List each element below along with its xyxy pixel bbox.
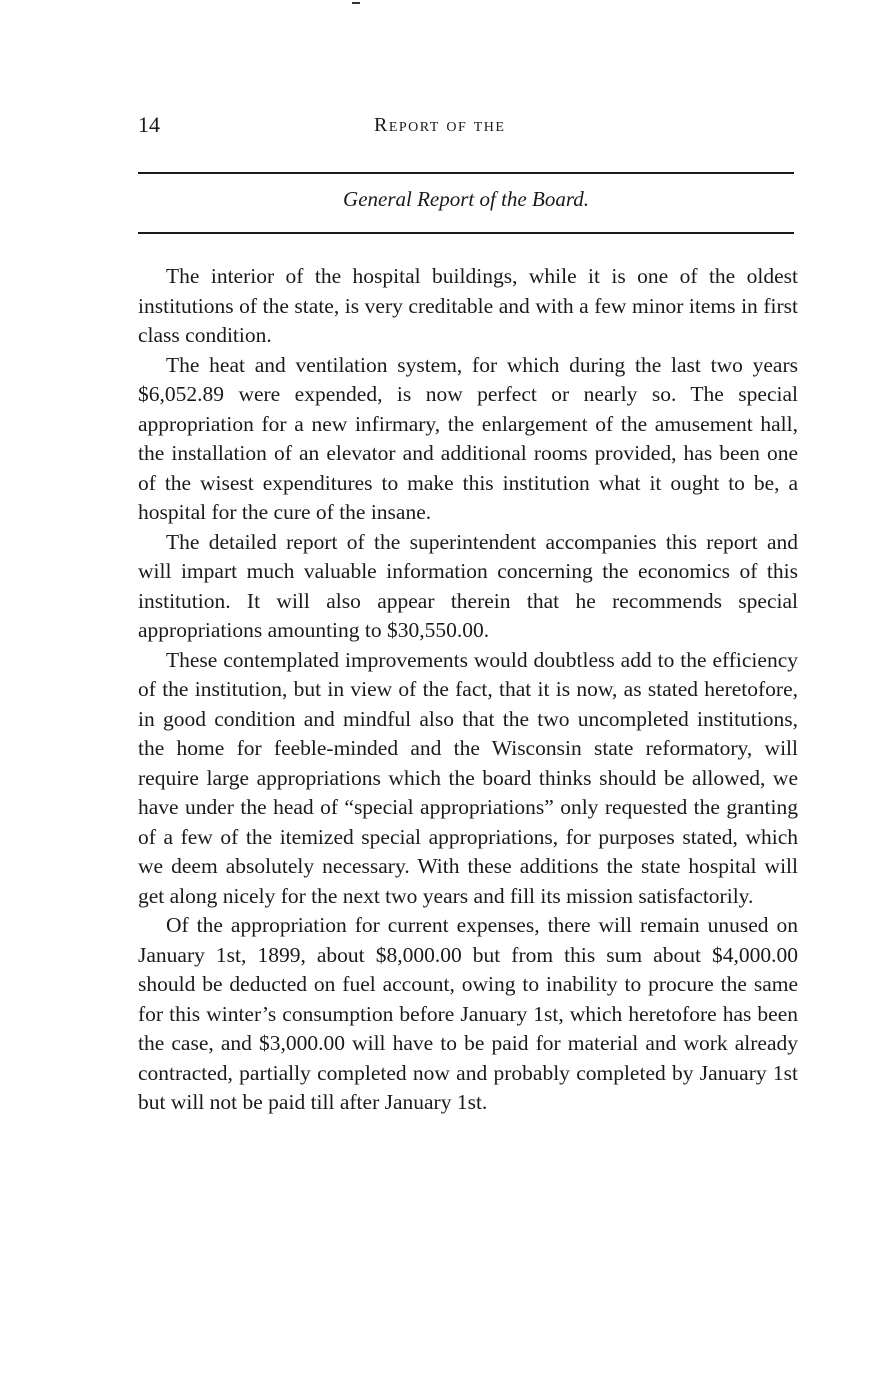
section-title: General Report of the Board. xyxy=(343,187,589,211)
header-rule-top xyxy=(138,172,794,174)
page-number: 14 xyxy=(138,112,160,137)
page-header xyxy=(138,110,798,144)
body-text xyxy=(138,262,798,1118)
paragraph-3: The detailed report of the superintendent accompanies this report and will impart much valuable information concerning the economics of this institution. It will also appear therein that he recommends special appropriations amounting to $30,550.00. xyxy=(138,529,798,642)
print-mark xyxy=(352,2,360,4)
running-title: Report of the xyxy=(374,114,506,136)
paragraph-4: These contemplated improvements would doubtless add to the efficiency of the institution, but in view of the fact, that it is now, as stated heretofore, in good condition and mindful also that the two uncompleted institutions, the home for feeble-minded and the Wisconsin state reformatory, will require large appropriations which the board thinks should be allowed, we have under the head of “special appropriations” only requested the granting of a few of the itemized special appropriations, for purposes stated, which we deem absolutely necessary. With these additions the state hospital will get along nicely for the next two years and fill its mission satisfactorily. xyxy=(138,647,798,908)
paragraph-2: The heat and ventilation system, for which during the last two years $6,052.89 were expended, is now perfect or nearly so. The special appropriation for a new infirmary, the enlargement of the amusement hall, the installation of an elevator and additional rooms provided, has been one of the wisest expenditures to make this institution what it ought to be, a hospital for the cure of the insane. xyxy=(138,352,798,524)
header-rule-bottom xyxy=(138,232,794,234)
paragraph-1: The interior of the hospital buildings, while it is one of the oldest institutions of the state, is very creditable and with a few minor items in first class condition. xyxy=(138,264,798,347)
paragraph-5: Of the appropriation for current expenses, there will remain unused on January 1st, 1899, about $8,000.00 but from this sum about $4,000.00 should be deducted on fuel account, owing to inability to procure the same for this winter’s consumption before January 1st, which heretofore has been the case, and $3,000.00 will have to be paid for material and work already contracted, partially completed now and probably completed by January 1st but will not be paid till after January 1st. xyxy=(138,913,798,1114)
